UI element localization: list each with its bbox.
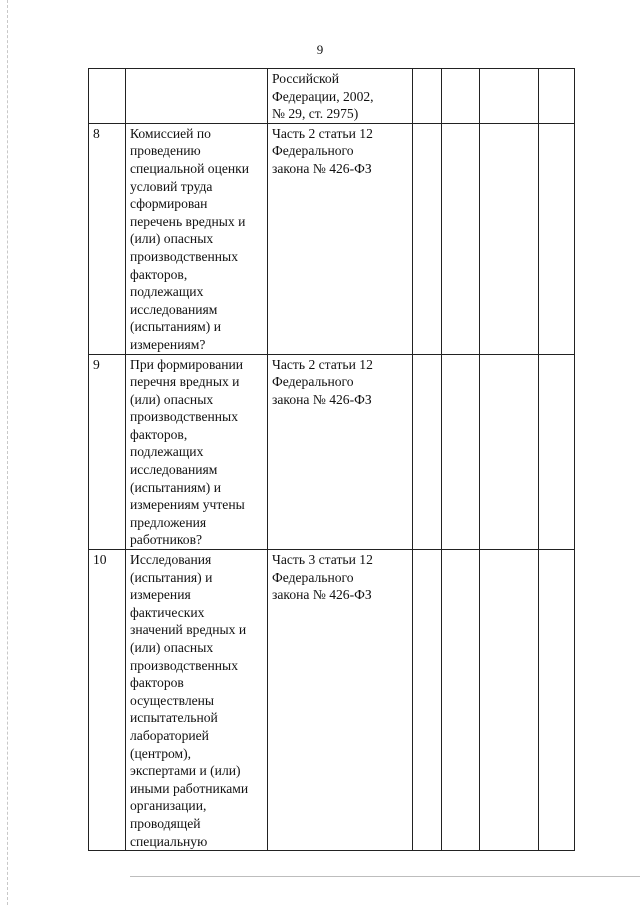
answer-no-cell xyxy=(442,123,480,354)
table-row xyxy=(89,550,575,851)
table-row xyxy=(89,69,575,124)
legal-reference-text: Часть 2 статьи 12 Федерального закона № 426-ФЗ xyxy=(272,356,373,407)
legal-reference-text: Российской Федерации, 2002, № 29, ст. 2975) xyxy=(272,71,374,122)
question-cell xyxy=(126,550,268,851)
legal-reference-text: Часть 2 статьи 12 Федерального закона № 426-ФЗ xyxy=(272,125,373,176)
answer-not-applicable-cell xyxy=(480,354,539,550)
table-body xyxy=(89,69,575,851)
note-cell xyxy=(539,123,575,354)
legal-reference-cell xyxy=(268,69,413,124)
row-number-cell xyxy=(89,354,126,550)
answer-yes-cell xyxy=(413,354,442,550)
table-row xyxy=(89,123,575,354)
answer-yes-cell xyxy=(413,550,442,851)
note-cell xyxy=(539,354,575,550)
legal-reference-cell xyxy=(268,123,413,354)
question-cell xyxy=(126,123,268,354)
row-number-cell xyxy=(89,123,126,354)
scan-edge-bottom xyxy=(130,876,640,877)
legal-reference-cell xyxy=(268,550,413,851)
legal-reference-cell xyxy=(268,354,413,550)
row-number-cell xyxy=(89,69,126,124)
answer-yes-cell xyxy=(413,123,442,354)
question-text: Комиссией по проведению специальной оценки условий труда сформирован перечень вредных и (или) опасных производственных факторов, подлежащих исследованиям (испытаниям) и измерениям? xyxy=(130,125,250,352)
note-cell xyxy=(539,69,575,124)
row-number-cell xyxy=(89,550,126,851)
row-number: 8 xyxy=(93,125,100,141)
answer-not-applicable-cell xyxy=(480,69,539,124)
legal-reference-text: Часть 3 статьи 12 Федерального закона № 426-ФЗ xyxy=(272,552,373,603)
checklist-table xyxy=(88,68,575,851)
answer-no-cell xyxy=(442,550,480,851)
question-cell xyxy=(126,69,268,124)
question-cell xyxy=(126,354,268,550)
answer-yes-cell xyxy=(413,69,442,124)
row-number: 9 xyxy=(93,356,100,372)
question-text: Исследования (испытания) и измерения фактических значений вредных и (или) опасных производственных факторов осуществлены испытательной лабораторией (центром), экспертами и (или) иными работниками организации, проводящей специальную xyxy=(130,552,249,849)
answer-not-applicable-cell xyxy=(480,123,539,354)
question-text: При формировании перечня вредных и (или) опасных производственных факторов, подлежащих исследованиям (испытаниям) и измерениям учтены предложения работников? xyxy=(130,356,245,548)
page-number: 9 xyxy=(316,42,324,57)
answer-no-cell xyxy=(442,69,480,124)
answer-no-cell xyxy=(442,354,480,550)
answer-not-applicable-cell xyxy=(480,550,539,851)
note-cell xyxy=(539,550,575,851)
scan-edge-left xyxy=(7,0,8,905)
table-row xyxy=(89,354,575,550)
row-number: 10 xyxy=(93,552,107,568)
